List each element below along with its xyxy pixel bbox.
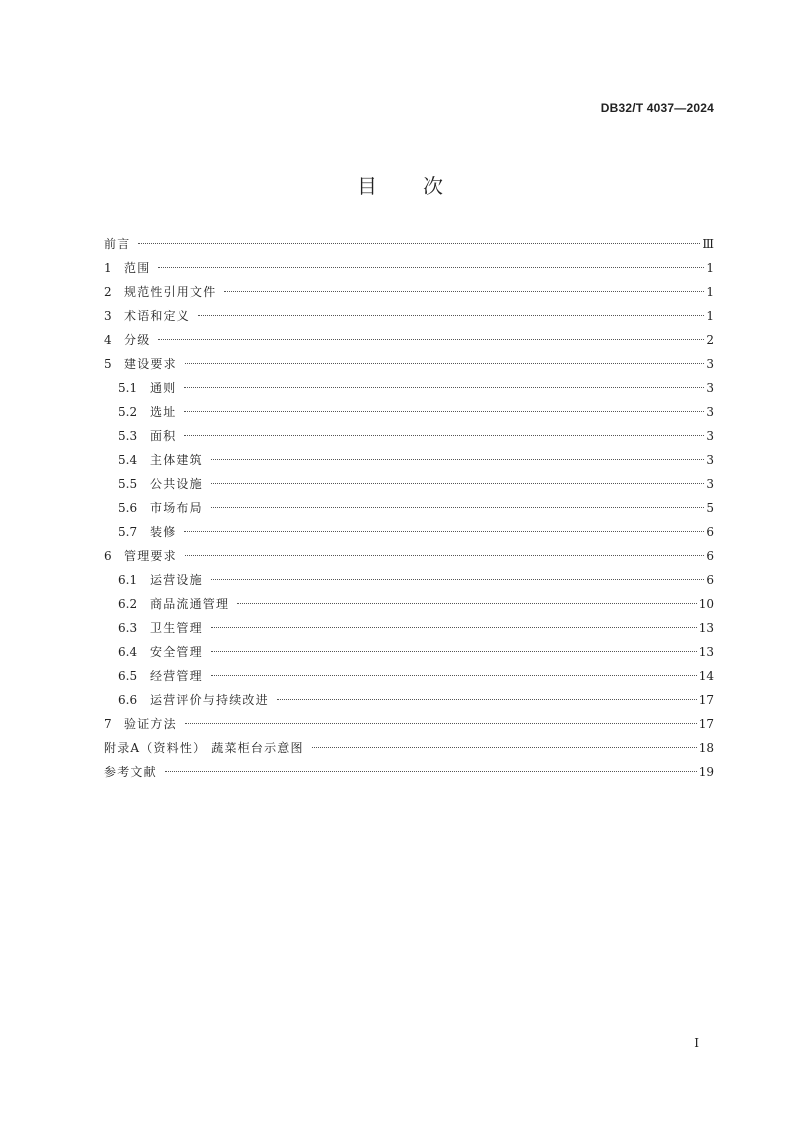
toc-entry-number: 6.3 [118,621,138,635]
toc-entry-number: 5.2 [118,405,138,419]
toc-entry[interactable] [104,304,714,328]
toc-entry-label: 运营评价与持续改进 [150,693,269,707]
toc-entry-page: 3 [706,381,714,395]
toc-entry-page: 2 [706,333,714,347]
toc-entry-page: 14 [698,669,714,683]
toc-entry-number: 5.6 [118,501,138,515]
toc-entry[interactable] [104,448,714,472]
toc-entry-number: 6.2 [118,597,138,611]
toc-entry-label: 公共设施 [150,477,203,491]
toc-entry-page: 6 [706,525,714,539]
toc-entry[interactable] [104,592,714,616]
toc-entry-page: 10 [698,597,714,611]
toc-entry-page: Ⅲ [702,237,714,251]
toc-entry-number: 5.4 [118,453,138,467]
toc-leader-dots [138,243,700,244]
toc-entry[interactable] [104,424,714,448]
toc-entry-label: 卫生管理 [150,621,203,635]
toc-entry[interactable] [104,712,714,736]
toc-entry-number: 1 [104,261,112,275]
page-number: I [694,1036,699,1050]
toc-leader-dots [184,435,704,436]
document-code: DB32/T 4037—2024 [600,101,714,115]
toc-entry-number: 6.6 [118,693,138,707]
toc-entry[interactable] [104,400,714,424]
toc-entry-number: 4 [104,333,112,347]
toc-leader-dots [184,387,704,388]
toc-entry-label: 面积 [150,429,177,443]
toc-entry-page: 3 [706,429,714,443]
toc-entry[interactable] [104,496,714,520]
toc-entry-page: 13 [698,621,714,635]
table-of-contents [104,232,714,784]
toc-entry[interactable] [104,568,714,592]
toc-leader-dots [211,627,697,628]
toc-leader-dots [158,339,704,340]
toc-leader-dots [211,675,697,676]
toc-entry-number: 6.4 [118,645,138,659]
toc-leader-dots [185,363,704,364]
toc-entry-label: 参考文献 [104,765,157,779]
toc-entry[interactable] [104,232,714,256]
toc-entry-page: 3 [706,477,714,491]
toc-entry-label: 前言 [104,237,131,251]
toc-entry-number: 5.7 [118,525,138,539]
toc-entry-label: 市场布局 [150,501,203,515]
toc-leader-dots [211,483,704,484]
toc-leader-dots [211,507,704,508]
toc-entry-label: 运营设施 [150,573,203,587]
toc-entry-label: 主体建筑 [150,453,203,467]
toc-entry[interactable] [104,376,714,400]
toc-leader-dots [184,531,704,532]
toc-entry-label: 选址 [150,405,177,419]
toc-entry-page: 1 [706,285,714,299]
toc-entry-label: 经营管理 [150,669,203,683]
toc-leader-dots [277,699,697,700]
toc-leader-dots [224,291,704,292]
toc-entry[interactable] [104,280,714,304]
toc-entry-page: 6 [706,549,714,563]
toc-entry-label: 管理要求 [124,549,177,563]
toc-entry-number: 5.5 [118,477,138,491]
toc-entry-label: 商品流通管理 [150,597,230,611]
toc-entry[interactable] [104,688,714,712]
toc-entry[interactable] [104,520,714,544]
toc-entry-label: 安全管理 [150,645,203,659]
toc-entry-label: 验证方法 [124,717,177,731]
toc-leader-dots [211,579,704,580]
toc-entry-page: 3 [706,405,714,419]
toc-entry-number: 5.3 [118,429,138,443]
toc-entry-page: 3 [706,357,714,371]
toc-entry-number: 7 [104,717,112,731]
toc-entry-page: 6 [706,573,714,587]
toc-entry[interactable] [104,472,714,496]
toc-entry-label: 术语和定义 [124,309,191,323]
toc-leader-dots [198,315,704,316]
toc-leader-dots [158,267,704,268]
toc-entry-label: 附录A（资料性） 蔬菜柜台示意图 [104,741,304,755]
toc-entry[interactable] [104,616,714,640]
toc-entry[interactable] [104,544,714,568]
toc-entry-page: 19 [698,765,714,779]
toc-entry[interactable] [104,352,714,376]
toc-entry-label: 规范性引用文件 [124,285,217,299]
toc-leader-dots [185,555,704,556]
toc-leader-dots [211,651,697,652]
toc-entry-page: 1 [706,309,714,323]
toc-entry-page: 17 [698,693,714,707]
toc-entry-page: 1 [706,261,714,275]
page-title: 目次 [357,174,489,198]
toc-leader-dots [312,747,697,748]
toc-leader-dots [237,603,697,604]
toc-leader-dots [165,771,697,772]
toc-entry-page: 13 [698,645,714,659]
toc-entry[interactable] [104,760,714,784]
toc-entry[interactable] [104,256,714,280]
toc-entry[interactable] [104,328,714,352]
toc-entry-number: 5.1 [118,381,138,395]
toc-entry-number: 3 [104,309,112,323]
toc-entry-label: 分级 [124,333,151,347]
toc-entry-label: 建设要求 [124,357,177,371]
toc-entry[interactable] [104,640,714,664]
toc-entry[interactable] [104,736,714,760]
toc-entry-number: 6 [104,549,112,563]
toc-entry-label: 范围 [124,261,151,275]
toc-entry-page: 17 [698,717,714,731]
toc-leader-dots [185,723,697,724]
toc-entry-label: 装修 [150,525,177,539]
toc-entry-page: 5 [706,501,714,515]
toc-leader-dots [184,411,704,412]
toc-entry-number: 2 [104,285,112,299]
toc-entry-number: 6.1 [118,573,138,587]
toc-entry-page: 3 [706,453,714,467]
toc-entry-page: 18 [698,741,714,755]
toc-entry[interactable] [104,664,714,688]
toc-leader-dots [211,459,704,460]
toc-entry-label: 通则 [150,381,177,395]
toc-entry-number: 6.5 [118,669,138,683]
toc-entry-number: 5 [104,357,112,371]
